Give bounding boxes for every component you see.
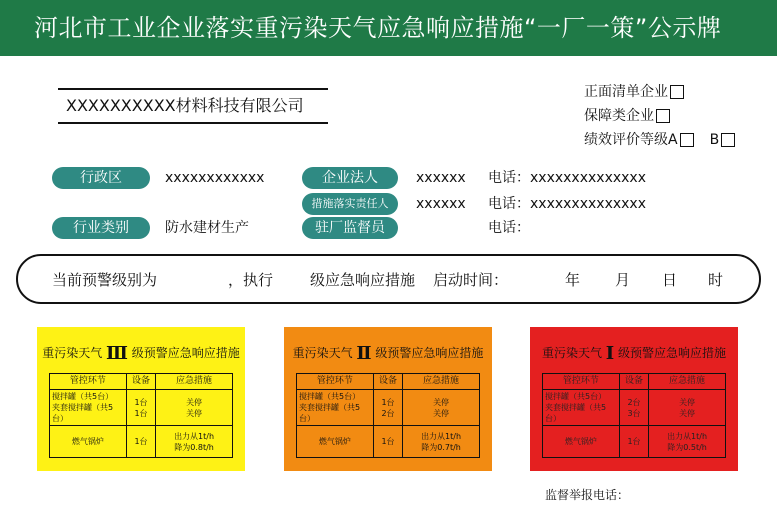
table-header: 应急措施 — [403, 374, 480, 390]
table-cell: 燃气锅炉 — [543, 426, 620, 458]
check-label-grade-a: 绩效评价等级A — [584, 132, 678, 148]
level-3-title-prefix: 重污染天气 — [42, 346, 103, 360]
table-cell: 2台 3台 — [619, 390, 648, 426]
level-2-table — [296, 373, 480, 458]
level-3-table — [49, 373, 233, 458]
table-cell: 搅拌罐（共5台） 夹套搅拌罐（共5台） — [297, 390, 374, 426]
table-cell: 搅拌罐（共5台） 夹套搅拌罐（共5台） — [50, 390, 127, 426]
checkbox-grade-b[interactable] — [721, 133, 735, 147]
table-cell: 1台 1台 — [126, 390, 155, 426]
check-label-positive-list: 正面清单企业 — [584, 84, 668, 100]
checkbox-guarantee[interactable] — [656, 109, 670, 123]
table-cell: 燃气锅炉 — [50, 426, 127, 458]
check-row-grade — [584, 128, 741, 152]
level-3-title-suffix: 级预警应急响应措施 — [131, 346, 240, 360]
table-cell: 出力从1t/h 降为0.5t/h — [649, 426, 726, 458]
level-2-title — [284, 343, 492, 364]
table-header: 设备 — [373, 374, 402, 390]
warning-measures-label: 级应急响应措施 — [310, 271, 416, 289]
enterprise-category-checklist — [584, 80, 741, 152]
check-row-positive-list — [584, 80, 741, 104]
table-cell: 1台 2台 — [373, 390, 402, 426]
table-header: 应急措施 — [156, 374, 233, 390]
table-cell: 搅拌罐（共5台） 夹套搅拌罐（共5台） — [543, 390, 620, 426]
check-row-guarantee — [584, 104, 741, 128]
table-cell: 1台 — [126, 426, 155, 458]
level-3-title — [37, 343, 245, 364]
industry-label-pill: 行业类别 — [52, 217, 150, 239]
supervisor-phone: 电话： — [488, 220, 530, 236]
table-cell: 出力从1t/h 降为0.8t/h — [156, 426, 233, 458]
responsible-value: xxxxxx — [416, 196, 466, 212]
industry-value: 防水建材生产 — [165, 220, 249, 236]
responsible-phone: 电话：xxxxxxxxxxxxxx — [488, 196, 646, 212]
level-1-table — [542, 373, 726, 458]
table-header: 设备 — [619, 374, 648, 390]
district-value: xxxxxxxxxxxx — [165, 170, 265, 186]
warning-day: 日 — [662, 271, 678, 289]
warning-level-label: 当前预警级别为 — [52, 271, 158, 289]
page-title: 河北市工业企业落实重污染天气应急响应措施“一厂一策”公示牌 — [0, 0, 777, 56]
district-label-pill: 行政区 — [52, 167, 150, 189]
table-cell: 出力从1t/h 降为0.7t/h — [403, 426, 480, 458]
warning-hour: 时 — [708, 271, 724, 289]
level-1-title-suffix: 级预警应急响应措施 — [618, 346, 727, 360]
level-2-title-prefix: 重污染天气 — [292, 346, 353, 360]
report-phone-label: 监督举报电话： — [545, 488, 630, 502]
warning-start-label: 启动时间： — [433, 271, 509, 289]
table-cell: 燃气锅炉 — [297, 426, 374, 458]
level-2-title-suffix: 级预警应急响应措施 — [375, 346, 484, 360]
company-name: XXXXXXXXXX材料科技有限公司 — [58, 88, 328, 124]
table-cell: 关停 关停 — [156, 390, 233, 426]
table-cell: 1台 — [619, 426, 648, 458]
table-cell: 关停 关停 — [649, 390, 726, 426]
table-header: 管控环节 — [543, 374, 620, 390]
check-label-grade-b: B — [709, 132, 720, 148]
level-3-roman: Ⅲ — [106, 343, 128, 364]
level-1-title — [530, 343, 738, 364]
level-1-title-prefix: 重污染天气 — [541, 346, 602, 360]
table-header: 应急措施 — [649, 374, 726, 390]
warning-year: 年 — [565, 271, 581, 289]
table-header: 设备 — [126, 374, 155, 390]
warning-month: 月 — [615, 271, 631, 289]
table-cell: 1台 — [373, 426, 402, 458]
level-2-roman: Ⅱ — [356, 343, 372, 364]
checkbox-positive-list[interactable] — [670, 85, 684, 99]
legal-phone: 电话：xxxxxxxxxxxxxx — [488, 170, 646, 186]
checkbox-grade-a[interactable] — [680, 133, 694, 147]
level-2-card — [284, 327, 492, 471]
table-header: 管控环节 — [297, 374, 374, 390]
legal-value: xxxxxx — [416, 170, 466, 186]
level-3-card — [37, 327, 245, 471]
supervisor-label-pill: 驻厂监督员 — [302, 217, 398, 239]
level-1-card — [530, 327, 738, 471]
warning-execute-label: ，执行 — [228, 271, 274, 289]
responsible-label-pill: 措施落实责任人 — [302, 193, 398, 215]
level-1-roman: Ⅰ — [605, 343, 615, 364]
check-label-guarantee: 保障类企业 — [584, 108, 654, 124]
table-cell: 关停 关停 — [403, 390, 480, 426]
legal-label-pill: 企业法人 — [302, 167, 398, 189]
table-header: 管控环节 — [50, 374, 127, 390]
